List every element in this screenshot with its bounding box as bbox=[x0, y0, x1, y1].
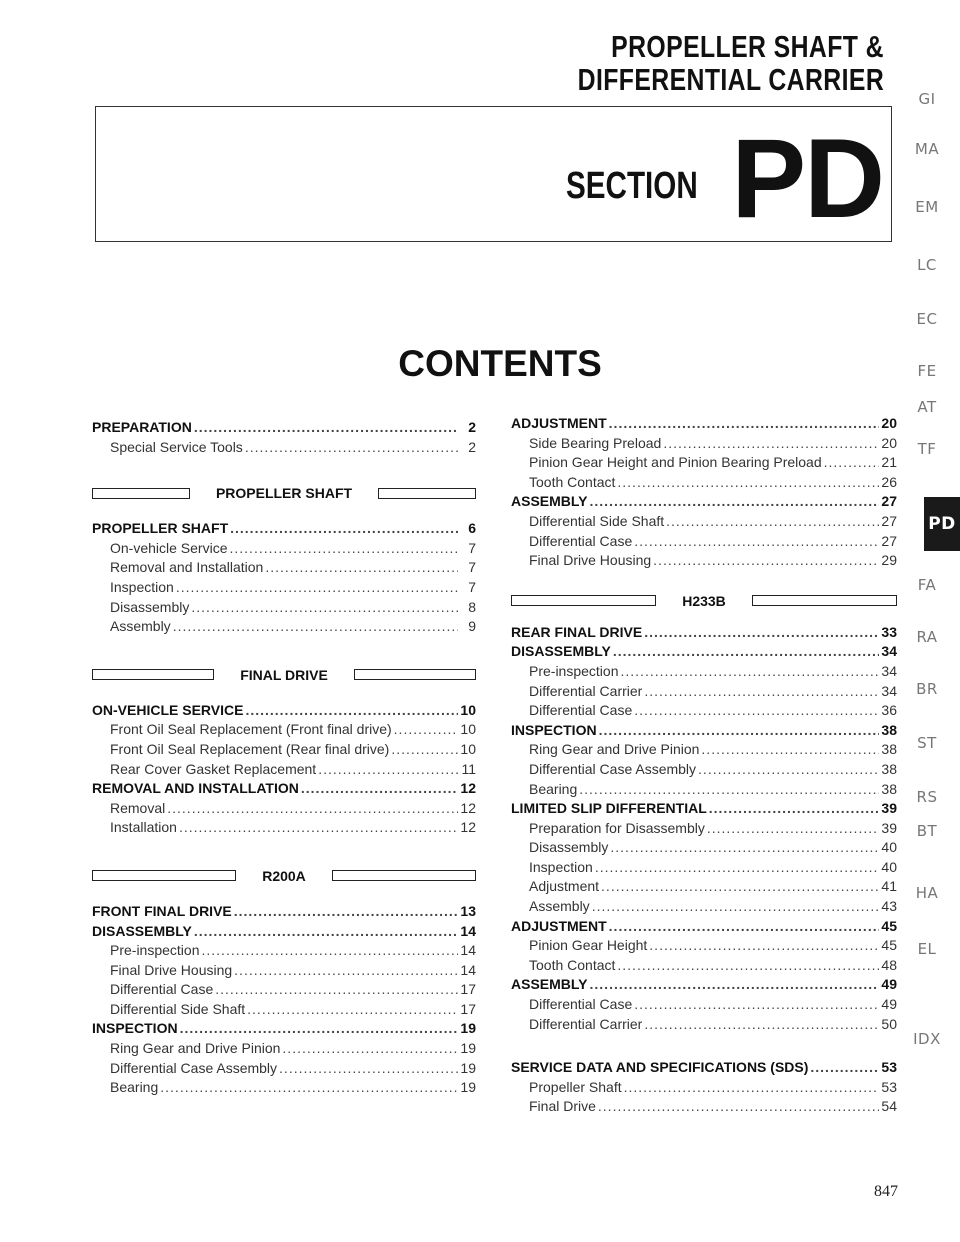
toc-entry-label: ADJUSTMENT bbox=[511, 917, 607, 934]
toc-entry-label: Differential Case bbox=[110, 981, 214, 998]
dot-leader bbox=[191, 598, 458, 618]
toc-entry-page: 34 bbox=[881, 682, 897, 699]
toc-entry[interactable] bbox=[511, 995, 897, 1015]
toc-group-label: H233B bbox=[682, 592, 726, 609]
dot-leader bbox=[234, 961, 458, 981]
toc-entry-page: 19 bbox=[460, 1059, 476, 1076]
toc-entry-page: 38 bbox=[881, 721, 897, 738]
toc-entry[interactable] bbox=[511, 721, 897, 741]
page-title-line-1: PROPELLER SHAFT & bbox=[611, 29, 884, 64]
section-tab-br[interactable]: BR bbox=[916, 680, 938, 698]
toc-entry-label: Disassembly bbox=[529, 839, 609, 856]
toc-entry-page: 33 bbox=[881, 623, 897, 640]
section-box bbox=[95, 106, 892, 242]
toc-entry-page: 14 bbox=[460, 961, 476, 978]
section-tab-ec[interactable]: EC bbox=[916, 310, 938, 328]
dot-leader bbox=[590, 492, 879, 512]
dot-leader bbox=[609, 917, 879, 937]
toc-entry-page: 20 bbox=[881, 434, 897, 451]
toc-entry-label: Pinion Gear Height bbox=[529, 937, 648, 954]
toc-entry-page: 40 bbox=[881, 839, 897, 856]
toc-entry[interactable] bbox=[511, 414, 897, 434]
toc-entry[interactable] bbox=[511, 434, 897, 454]
contents-heading: CONTENTS bbox=[398, 343, 602, 384]
dot-leader bbox=[282, 1039, 458, 1059]
dot-leader bbox=[202, 941, 459, 961]
toc-entry-label: Differential Case bbox=[529, 702, 633, 719]
toc-entry[interactable] bbox=[511, 858, 897, 878]
toc-entry-label: DISASSEMBLY bbox=[511, 643, 611, 660]
toc-entry[interactable] bbox=[511, 838, 897, 858]
section-tab-tf[interactable]: TF bbox=[917, 440, 937, 458]
toc-entry[interactable] bbox=[92, 720, 476, 740]
toc-entry-label: Pinion Gear Height and Pinion Bearing Preload bbox=[529, 454, 822, 471]
toc-entry-label: Assembly bbox=[110, 618, 171, 635]
toc-entry-page: 17 bbox=[460, 981, 476, 998]
dot-leader bbox=[701, 740, 879, 760]
toc-entry-label: Differential Side Shaft bbox=[529, 512, 665, 529]
toc-entry[interactable] bbox=[92, 1000, 476, 1020]
toc-entry-page: 34 bbox=[881, 643, 897, 660]
toc-entry[interactable] bbox=[92, 418, 476, 438]
toc-entry-label: Inspection bbox=[110, 578, 174, 595]
toc-entry-label: INSPECTION bbox=[511, 721, 597, 738]
toc-spacer bbox=[92, 892, 476, 902]
group-bar-right bbox=[378, 488, 476, 499]
toc-entry-page: 29 bbox=[881, 552, 897, 569]
dot-leader bbox=[394, 720, 458, 740]
toc-group-header bbox=[92, 866, 476, 886]
dot-leader bbox=[810, 1058, 879, 1078]
toc-entry-page: 19 bbox=[460, 1020, 476, 1037]
dot-leader bbox=[173, 617, 458, 637]
toc-entry-page: 45 bbox=[881, 917, 897, 934]
toc-entry-label: SERVICE DATA AND SPECIFICATIONS (SDS) bbox=[511, 1059, 809, 1076]
toc-entry[interactable] bbox=[511, 780, 897, 800]
toc-entry-label: PREPARATION bbox=[92, 419, 192, 435]
toc-entry[interactable] bbox=[511, 877, 897, 897]
dot-leader bbox=[599, 721, 879, 741]
toc-entry[interactable] bbox=[511, 682, 897, 702]
toc-spacer bbox=[92, 457, 476, 477]
toc-entry-label: Rear Cover Gasket Replacement bbox=[110, 760, 317, 777]
section-tab-em[interactable]: EM bbox=[915, 198, 939, 216]
dot-leader bbox=[230, 519, 458, 539]
toc-entry-label: ASSEMBLY bbox=[511, 493, 588, 510]
dot-leader bbox=[176, 578, 458, 598]
toc-entry[interactable] bbox=[92, 598, 476, 618]
dot-leader bbox=[590, 975, 879, 995]
toc-entry-label: Final Drive Housing bbox=[110, 961, 233, 978]
toc-entry-page: 12 bbox=[460, 780, 476, 797]
dot-leader bbox=[621, 662, 880, 682]
toc-entry-label: Propeller Shaft bbox=[529, 1078, 622, 1095]
toc-group-label: R200A bbox=[262, 867, 306, 884]
toc-group-label: PROPELLER SHAFT bbox=[215, 485, 353, 502]
toc-entry[interactable] bbox=[92, 799, 476, 819]
toc-group-header bbox=[92, 665, 476, 685]
dot-leader bbox=[663, 434, 879, 454]
toc-entry-label: Removal bbox=[110, 799, 166, 816]
group-bar-left bbox=[511, 595, 656, 606]
dot-leader bbox=[579, 780, 879, 800]
section-tab-el[interactable]: EL bbox=[917, 940, 937, 958]
toc-entry[interactable] bbox=[92, 701, 476, 721]
toc-entry[interactable] bbox=[511, 1015, 897, 1035]
toc-entry-page: 14 bbox=[460, 942, 476, 959]
toc-group-header bbox=[511, 591, 897, 611]
group-bar-left bbox=[92, 488, 190, 499]
toc-entry-label: REAR FINAL DRIVE bbox=[511, 623, 643, 640]
dot-leader bbox=[180, 1019, 458, 1039]
toc-entry-page: 2 bbox=[468, 419, 476, 435]
dot-leader bbox=[634, 701, 879, 721]
toc-entry[interactable] bbox=[511, 453, 897, 473]
toc-entry[interactable] bbox=[511, 936, 897, 956]
toc-entry[interactable] bbox=[511, 623, 897, 643]
toc-entry-page: 53 bbox=[881, 1078, 897, 1095]
toc-entry-page: 38 bbox=[881, 760, 897, 777]
toc-entry[interactable] bbox=[511, 760, 897, 780]
dot-leader bbox=[230, 539, 459, 559]
section-tab-ma[interactable]: MA bbox=[914, 140, 940, 158]
page-number: 847 bbox=[874, 1183, 898, 1200]
toc-entry-label: Differential Side Shaft bbox=[110, 1000, 246, 1017]
dot-leader bbox=[609, 414, 879, 434]
toc-entry-page: 17 bbox=[460, 1000, 476, 1017]
toc-entry-label: Ring Gear and Drive Pinion bbox=[529, 741, 700, 758]
toc-entry-page: 45 bbox=[881, 937, 897, 954]
toc-entry[interactable] bbox=[511, 1058, 897, 1078]
toc-entry-label: ON-VEHICLE SERVICE bbox=[92, 701, 244, 718]
toc-entry-label: ASSEMBLY bbox=[511, 976, 588, 993]
toc-entry-page: 7 bbox=[468, 559, 476, 576]
toc-entry-label: Differential Case Assembly bbox=[529, 760, 697, 777]
dot-leader bbox=[634, 532, 879, 552]
toc-entry-page: 43 bbox=[881, 898, 897, 915]
toc-entry-label: Final Drive bbox=[529, 1098, 596, 1115]
toc-entry[interactable] bbox=[511, 701, 897, 721]
toc-entry-label: Differential Carrier bbox=[529, 682, 643, 699]
group-bar-right bbox=[332, 870, 476, 881]
dot-leader bbox=[653, 551, 879, 571]
toc-entry[interactable] bbox=[511, 1097, 897, 1117]
dot-leader bbox=[666, 512, 879, 532]
group-bar-left bbox=[92, 870, 236, 881]
dot-leader bbox=[601, 877, 879, 897]
dot-leader bbox=[160, 1078, 458, 1098]
toc-entry-label: Adjustment bbox=[529, 878, 600, 895]
toc-entry[interactable] bbox=[511, 551, 897, 571]
toc-entry-label: Installation bbox=[110, 819, 177, 836]
toc-entry-label: FRONT FINAL DRIVE bbox=[92, 902, 232, 919]
toc-spacer bbox=[92, 838, 476, 860]
toc-spacer bbox=[92, 509, 476, 519]
section-code: PD bbox=[731, 116, 883, 241]
toc-entry-label: DISASSEMBLY bbox=[92, 922, 192, 939]
toc-entry-page: 48 bbox=[881, 956, 897, 973]
toc-entry[interactable] bbox=[92, 578, 476, 598]
toc-entry-label: Preparation for Disassembly bbox=[529, 819, 705, 836]
dot-leader bbox=[644, 623, 879, 643]
toc-entry-page: 39 bbox=[881, 819, 897, 836]
toc-entry[interactable] bbox=[92, 961, 476, 981]
toc-entry-page: 27 bbox=[881, 493, 897, 510]
dot-leader bbox=[595, 858, 879, 878]
dot-leader bbox=[234, 902, 458, 922]
dot-leader bbox=[279, 1059, 458, 1079]
dot-leader bbox=[245, 438, 458, 458]
toc-entry-page: 53 bbox=[881, 1059, 897, 1076]
dot-leader bbox=[624, 1078, 879, 1098]
toc-entry-label: Ring Gear and Drive Pinion bbox=[110, 1040, 281, 1057]
dot-leader bbox=[824, 453, 879, 473]
toc-entry[interactable] bbox=[92, 922, 476, 942]
dot-leader bbox=[617, 473, 879, 493]
toc-entry[interactable] bbox=[92, 779, 476, 799]
toc-entry[interactable] bbox=[511, 740, 897, 760]
toc-entry-page: 34 bbox=[881, 662, 897, 679]
toc-entry-label: Disassembly bbox=[110, 598, 190, 615]
toc-entry-label: Removal and Installation bbox=[110, 559, 264, 576]
dot-leader bbox=[634, 995, 879, 1015]
toc-entry[interactable] bbox=[92, 902, 476, 922]
dot-leader bbox=[617, 956, 879, 976]
toc-entry[interactable] bbox=[511, 642, 897, 662]
toc-entry-label: Bearing bbox=[110, 1079, 159, 1096]
dot-leader bbox=[194, 418, 458, 438]
toc-entry-label: Bearing bbox=[529, 780, 578, 797]
section-tab-idx[interactable]: IDX bbox=[913, 1030, 941, 1048]
toc-entry-page: 10 bbox=[460, 740, 476, 757]
toc-entry-page: 9 bbox=[468, 618, 476, 635]
toc-spacer bbox=[511, 1034, 897, 1058]
toc-entry-page: 10 bbox=[460, 721, 476, 738]
toc-entry-label: INSPECTION bbox=[92, 1020, 178, 1037]
dot-leader bbox=[215, 980, 458, 1000]
section-tab-fe[interactable]: FE bbox=[917, 362, 937, 380]
toc-spacer bbox=[92, 691, 476, 701]
toc-entry-label: Pre-inspection bbox=[529, 662, 619, 679]
toc-entry[interactable] bbox=[92, 1078, 476, 1098]
toc-entry-page: 26 bbox=[881, 473, 897, 490]
toc-entry-page: 2 bbox=[468, 438, 476, 455]
toc-entry-page: 27 bbox=[881, 532, 897, 549]
toc-entry-page: 13 bbox=[460, 902, 476, 919]
toc-entry[interactable] bbox=[92, 760, 476, 780]
toc-entry-page: 38 bbox=[881, 780, 897, 797]
section-tab-at[interactable]: AT bbox=[917, 398, 937, 416]
toc-entry[interactable] bbox=[92, 558, 476, 578]
toc-entry[interactable] bbox=[92, 1039, 476, 1059]
toc-entry-label: Differential Case bbox=[529, 532, 633, 549]
toc-entry-label: Front Oil Seal Replacement (Rear final drive) bbox=[110, 740, 390, 757]
toc-entry-page: 27 bbox=[881, 512, 897, 529]
dot-leader bbox=[167, 799, 458, 819]
toc-entry[interactable] bbox=[92, 980, 476, 1000]
toc-entry-page: 20 bbox=[881, 415, 897, 431]
toc-entry-page: 8 bbox=[468, 598, 476, 615]
dot-leader bbox=[610, 838, 879, 858]
dot-leader bbox=[194, 922, 458, 942]
toc-entry-label: Differential Case Assembly bbox=[110, 1059, 278, 1076]
toc-entry-page: 7 bbox=[468, 578, 476, 595]
dot-leader bbox=[391, 740, 458, 760]
toc-entry-label: Tooth Contact bbox=[529, 956, 616, 973]
group-bar-right bbox=[354, 669, 476, 680]
toc-entry-label: Differential Case bbox=[529, 996, 633, 1013]
toc-entry-page: 21 bbox=[881, 454, 897, 471]
toc-entry[interactable] bbox=[511, 819, 897, 839]
dot-leader bbox=[592, 897, 879, 917]
toc-entry-label: LIMITED SLIP DIFFERENTIAL bbox=[511, 800, 707, 817]
section-tab-fa[interactable]: FA bbox=[917, 576, 937, 594]
toc-entry-label: Special Service Tools bbox=[110, 438, 243, 455]
dot-leader bbox=[649, 936, 879, 956]
toc-group-header bbox=[92, 483, 476, 503]
section-tab-st[interactable]: ST bbox=[917, 734, 937, 752]
toc-entry-page: 7 bbox=[468, 539, 476, 556]
toc-entry-page: 19 bbox=[460, 1040, 476, 1057]
toc-entry[interactable] bbox=[511, 917, 897, 937]
toc-entry[interactable] bbox=[92, 1059, 476, 1079]
dot-leader bbox=[598, 1097, 879, 1117]
section-tab-bt[interactable]: BT bbox=[916, 822, 938, 840]
toc-entry[interactable] bbox=[511, 532, 897, 552]
page-title-line-2: DIFFERENTIAL CARRIER bbox=[577, 62, 884, 97]
toc-right-column bbox=[511, 414, 897, 1117]
toc-entry-label: Pre-inspection bbox=[110, 942, 200, 959]
toc-entry-page: 49 bbox=[881, 976, 897, 993]
toc-entry-page: 10 bbox=[460, 701, 476, 718]
section-tab-gi[interactable]: GI bbox=[918, 90, 936, 108]
dot-leader bbox=[707, 819, 879, 839]
toc-entry[interactable] bbox=[511, 512, 897, 532]
section-tab-ha[interactable]: HA bbox=[915, 884, 939, 902]
toc-entry-label: Inspection bbox=[529, 858, 593, 875]
toc-entry[interactable] bbox=[92, 1019, 476, 1039]
toc-entry[interactable] bbox=[511, 799, 897, 819]
toc-entry-page: 40 bbox=[881, 858, 897, 875]
dot-leader bbox=[644, 1015, 879, 1035]
toc-entry-label: Differential Carrier bbox=[529, 1015, 643, 1032]
toc-spacer bbox=[92, 637, 476, 659]
group-bar-left bbox=[92, 669, 214, 680]
toc-entry[interactable] bbox=[511, 897, 897, 917]
dot-leader bbox=[709, 799, 879, 819]
toc-entry-page: 19 bbox=[460, 1079, 476, 1096]
toc-entry-label: Assembly bbox=[529, 898, 590, 915]
toc-entry-page: 11 bbox=[461, 760, 476, 777]
toc-entry[interactable] bbox=[511, 1078, 897, 1098]
toc-entry-page: 54 bbox=[881, 1098, 897, 1115]
toc-entry[interactable] bbox=[92, 617, 476, 637]
toc-entry[interactable] bbox=[92, 519, 476, 539]
toc-entry[interactable] bbox=[92, 539, 476, 559]
dot-leader bbox=[613, 642, 879, 662]
toc-entry[interactable] bbox=[511, 473, 897, 493]
dot-leader bbox=[698, 760, 879, 780]
toc-entry-page: 12 bbox=[460, 799, 476, 816]
dot-leader bbox=[247, 1000, 458, 1020]
toc-entry[interactable] bbox=[92, 438, 476, 458]
toc-entry-label: Tooth Contact bbox=[529, 473, 616, 490]
toc-entry-label: PROPELLER SHAFT bbox=[92, 520, 229, 537]
toc-spacer bbox=[511, 571, 897, 585]
section-tab-ra[interactable]: RA bbox=[916, 628, 938, 646]
toc-group-label: FINAL DRIVE bbox=[240, 666, 328, 683]
dot-leader bbox=[265, 558, 458, 578]
dot-leader bbox=[318, 760, 458, 780]
toc-entry[interactable] bbox=[92, 740, 476, 760]
toc-entry-label: REMOVAL AND INSTALLATION bbox=[92, 780, 299, 797]
toc-entry-label: Front Oil Seal Replacement (Front final drive) bbox=[110, 721, 392, 738]
toc-entry-page: 39 bbox=[881, 800, 897, 817]
section-tab-lc[interactable]: LC bbox=[917, 256, 937, 274]
toc-entry[interactable] bbox=[92, 941, 476, 961]
toc-entry-label: On-vehicle Service bbox=[110, 539, 228, 556]
dot-leader bbox=[179, 818, 458, 838]
toc-entry[interactable] bbox=[511, 956, 897, 976]
toc-entry-page: 36 bbox=[881, 702, 897, 719]
toc-entry[interactable] bbox=[511, 975, 897, 995]
dot-leader bbox=[644, 682, 879, 702]
section-tab-pd[interactable]: PD bbox=[924, 497, 960, 551]
toc-entry[interactable] bbox=[511, 492, 897, 512]
section-label: SECTION bbox=[566, 165, 698, 207]
toc-entry-page: 38 bbox=[881, 741, 897, 758]
toc-entry-page: 14 bbox=[460, 922, 476, 939]
toc-entry[interactable] bbox=[511, 662, 897, 682]
toc-entry-label: ADJUSTMENT bbox=[511, 415, 607, 431]
toc-entry-label: Side Bearing Preload bbox=[529, 434, 662, 451]
group-bar-right bbox=[752, 595, 897, 606]
toc-entry-page: 41 bbox=[881, 878, 897, 895]
toc-entry-page: 6 bbox=[468, 520, 476, 537]
dot-leader bbox=[245, 701, 458, 721]
toc-entry-page: 12 bbox=[460, 819, 476, 836]
toc-entry-page: 50 bbox=[881, 1015, 897, 1032]
toc-left-column bbox=[92, 418, 476, 1098]
toc-entry-label: Final Drive Housing bbox=[529, 552, 652, 569]
section-tab-rs[interactable]: RS bbox=[916, 788, 938, 806]
toc-entry[interactable] bbox=[92, 818, 476, 838]
dot-leader bbox=[301, 779, 458, 799]
toc-entry-page: 49 bbox=[881, 996, 897, 1013]
